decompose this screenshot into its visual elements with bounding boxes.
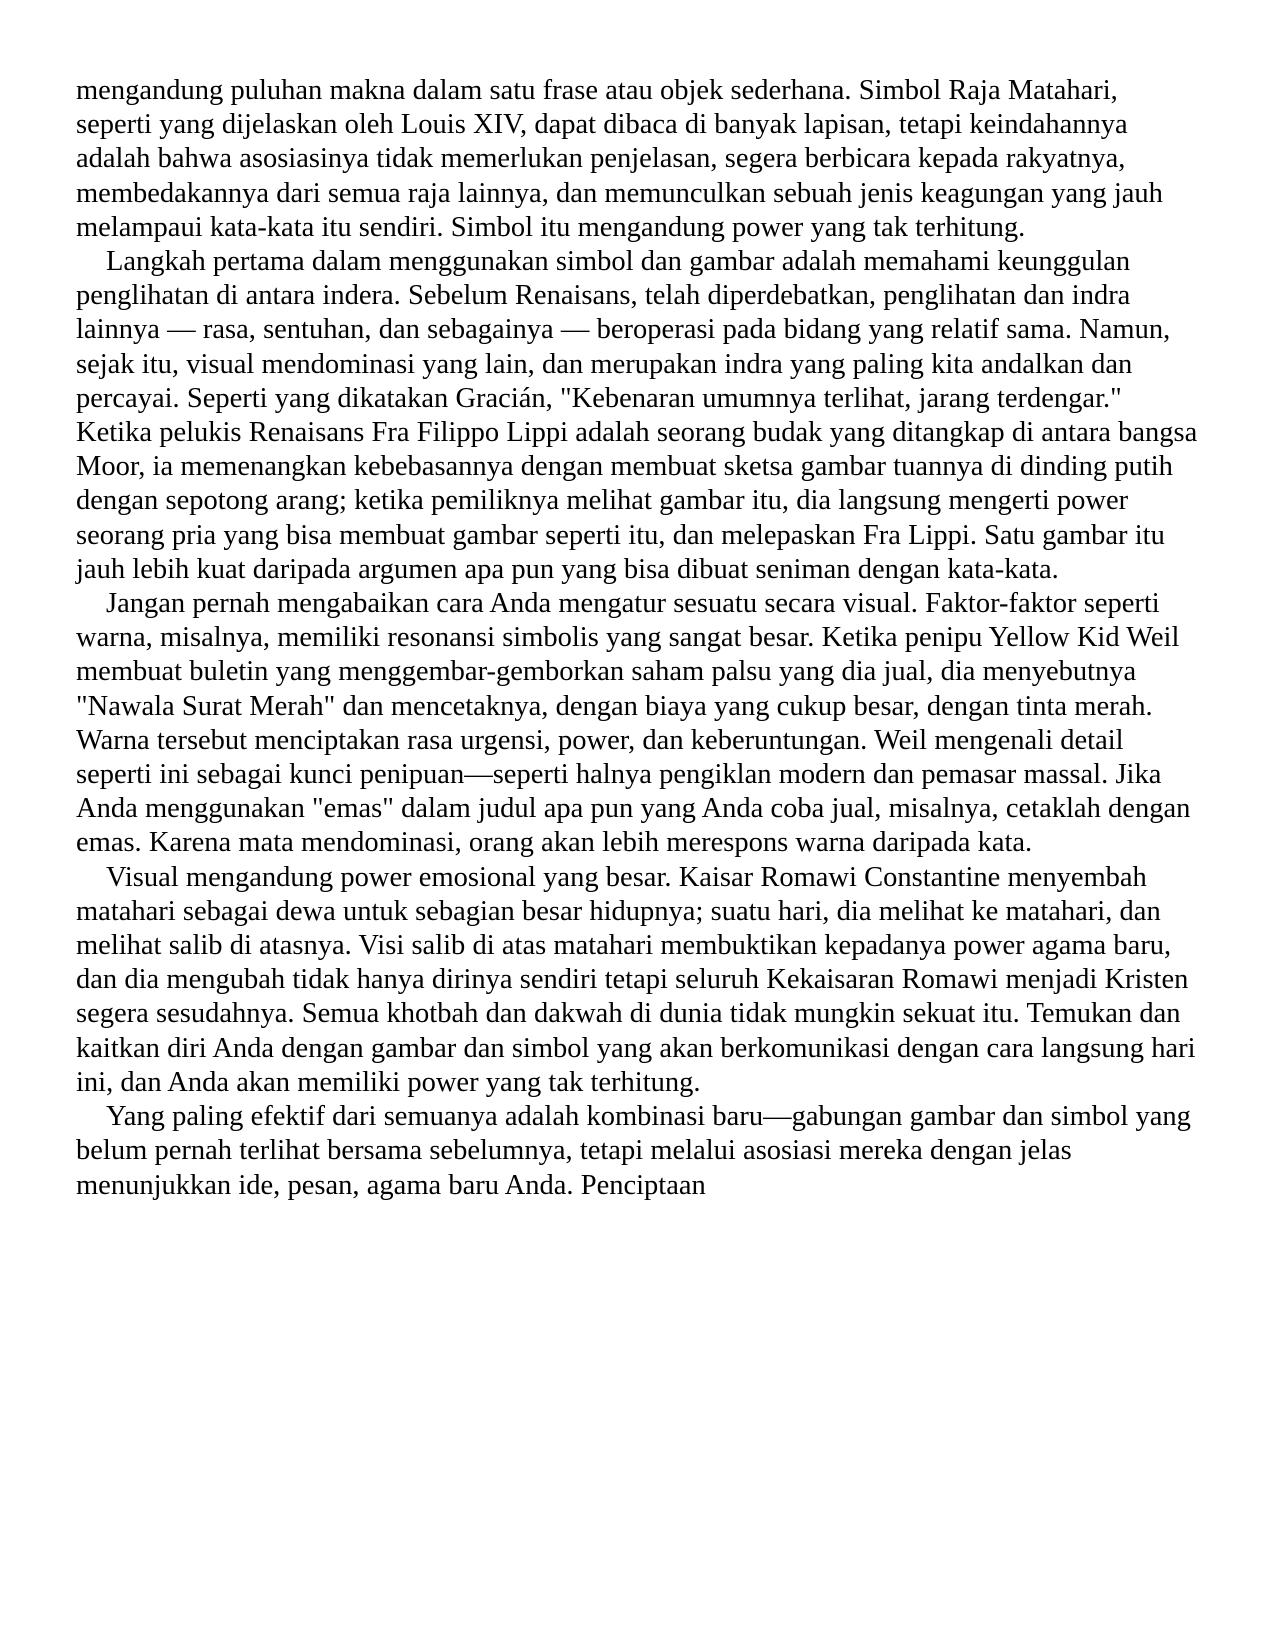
paragraph: Jangan pernah mengabaikan cara Anda mengatur sesuatu secara visual. Faktor-faktor seperti warna, misalnya, memiliki resonansi simbolis yang sangat besar. Ketika penipu Yellow Kid Weil membuat buletin yang menggembar-gemborkan saham palsu yang dia jual, dia menyebutnya "Nawala Surat Merah" dan mencetaknya, dengan biaya yang cukup besar, dengan tinta merah. Warna tersebut menciptakan rasa urgensi, power, dan keberuntungan. Weil mengenali detail seperti ini sebagai kunci penipuan—seperti halnya pengiklan modern dan pemasar massal. Jika Anda menggunakan "emas" dalam judul apa pun yang Anda coba jual, misalnya, cetaklah dengan emas. Karena mata mendominasi, orang akan lebih merespons warna daripada kata. xyxy=(76,588,1191,859)
paragraph: Visual mengandung power emosional yang besar. Kaisar Romawi Constantine menyembah matahari sebagai dewa untuk sebagian besar hidupnya; suatu hari, dia melihat ke matahari, dan melihat salib di atasnya. Visi salib di atas matahari membuktikan kepadanya power agama baru, dan dia mengubah tidak hanya dirinya sendiri tetapi seluruh Kekaisaran Romawi menjadi Kristen segera sesudahnya. Semua khotbah dan dakwah di dunia tidak mungkin sekuat itu. Temukan dan kaitkan diri Anda dengan gambar dan simbol yang akan berkomunikasi dengan cara langsung hari ini, dan Anda akan memiliki power yang tak terhitung. xyxy=(76,861,1196,1098)
paragraph: Yang paling efektif dari semuanya adalah kombinasi baru—gabungan gambar dan simbol yang belum pernah terlihat bersama sebelumnya, tetapi melalui asosiasi mereka dengan jelas menunjukkan ide, pesan, agama baru Anda. Penciptaan xyxy=(76,1101,1191,1201)
body-text-column xyxy=(76,74,1198,1203)
paragraph: Langkah pertama dalam menggunakan simbol dan gambar adalah memahami keunggulan penglihatan di antara indera. Sebelum Renaisans, telah diperdebatkan, penglihatan dan indra lainnya — rasa, sentuhan, dan sebagainya — beroperasi pada bidang yang relatif sama. Namun, sejak itu, visual mendominasi yang lain, dan merupakan indra yang paling kita andalkan dan percayai. Seperti yang dikatakan Gracián, "Kebenaran umumnya terlihat, jarang terdengar." Ketika pelukis Renaisans Fra Filippo Lippi adalah seorang budak yang ditangkap di antara bangsa Moor, ia memenangkan kebebasannya dengan membuat sketsa gambar tuannya di dinding putih dengan sepotong arang; ketika pemiliknya melihat gambar itu, dia langsung mengerti power seorang pria yang bisa membuat gambar seperti itu, dan melepaskan Fra Lippi. Satu gambar itu jauh lebih kuat daripada argumen apa pun yang bisa dibuat seniman dengan kata-kata. xyxy=(76,246,1198,585)
paragraph: mengandung puluhan makna dalam satu frase atau objek sederhana. Simbol Raja Matahari, seperti yang dijelaskan oleh Louis XIV, dapat dibaca di banyak lapisan, tetapi keindahannya adalah bahwa asosiasinya tidak memerlukan penjelasan, segera berbicara kepada rakyatnya, membedakannya dari semua raja lainnya, dan memunculkan sebuah jenis keagungan yang jauh melampaui kata-kata itu sendiri. Simbol itu mengandung power yang tak terhitung. xyxy=(76,75,1163,243)
